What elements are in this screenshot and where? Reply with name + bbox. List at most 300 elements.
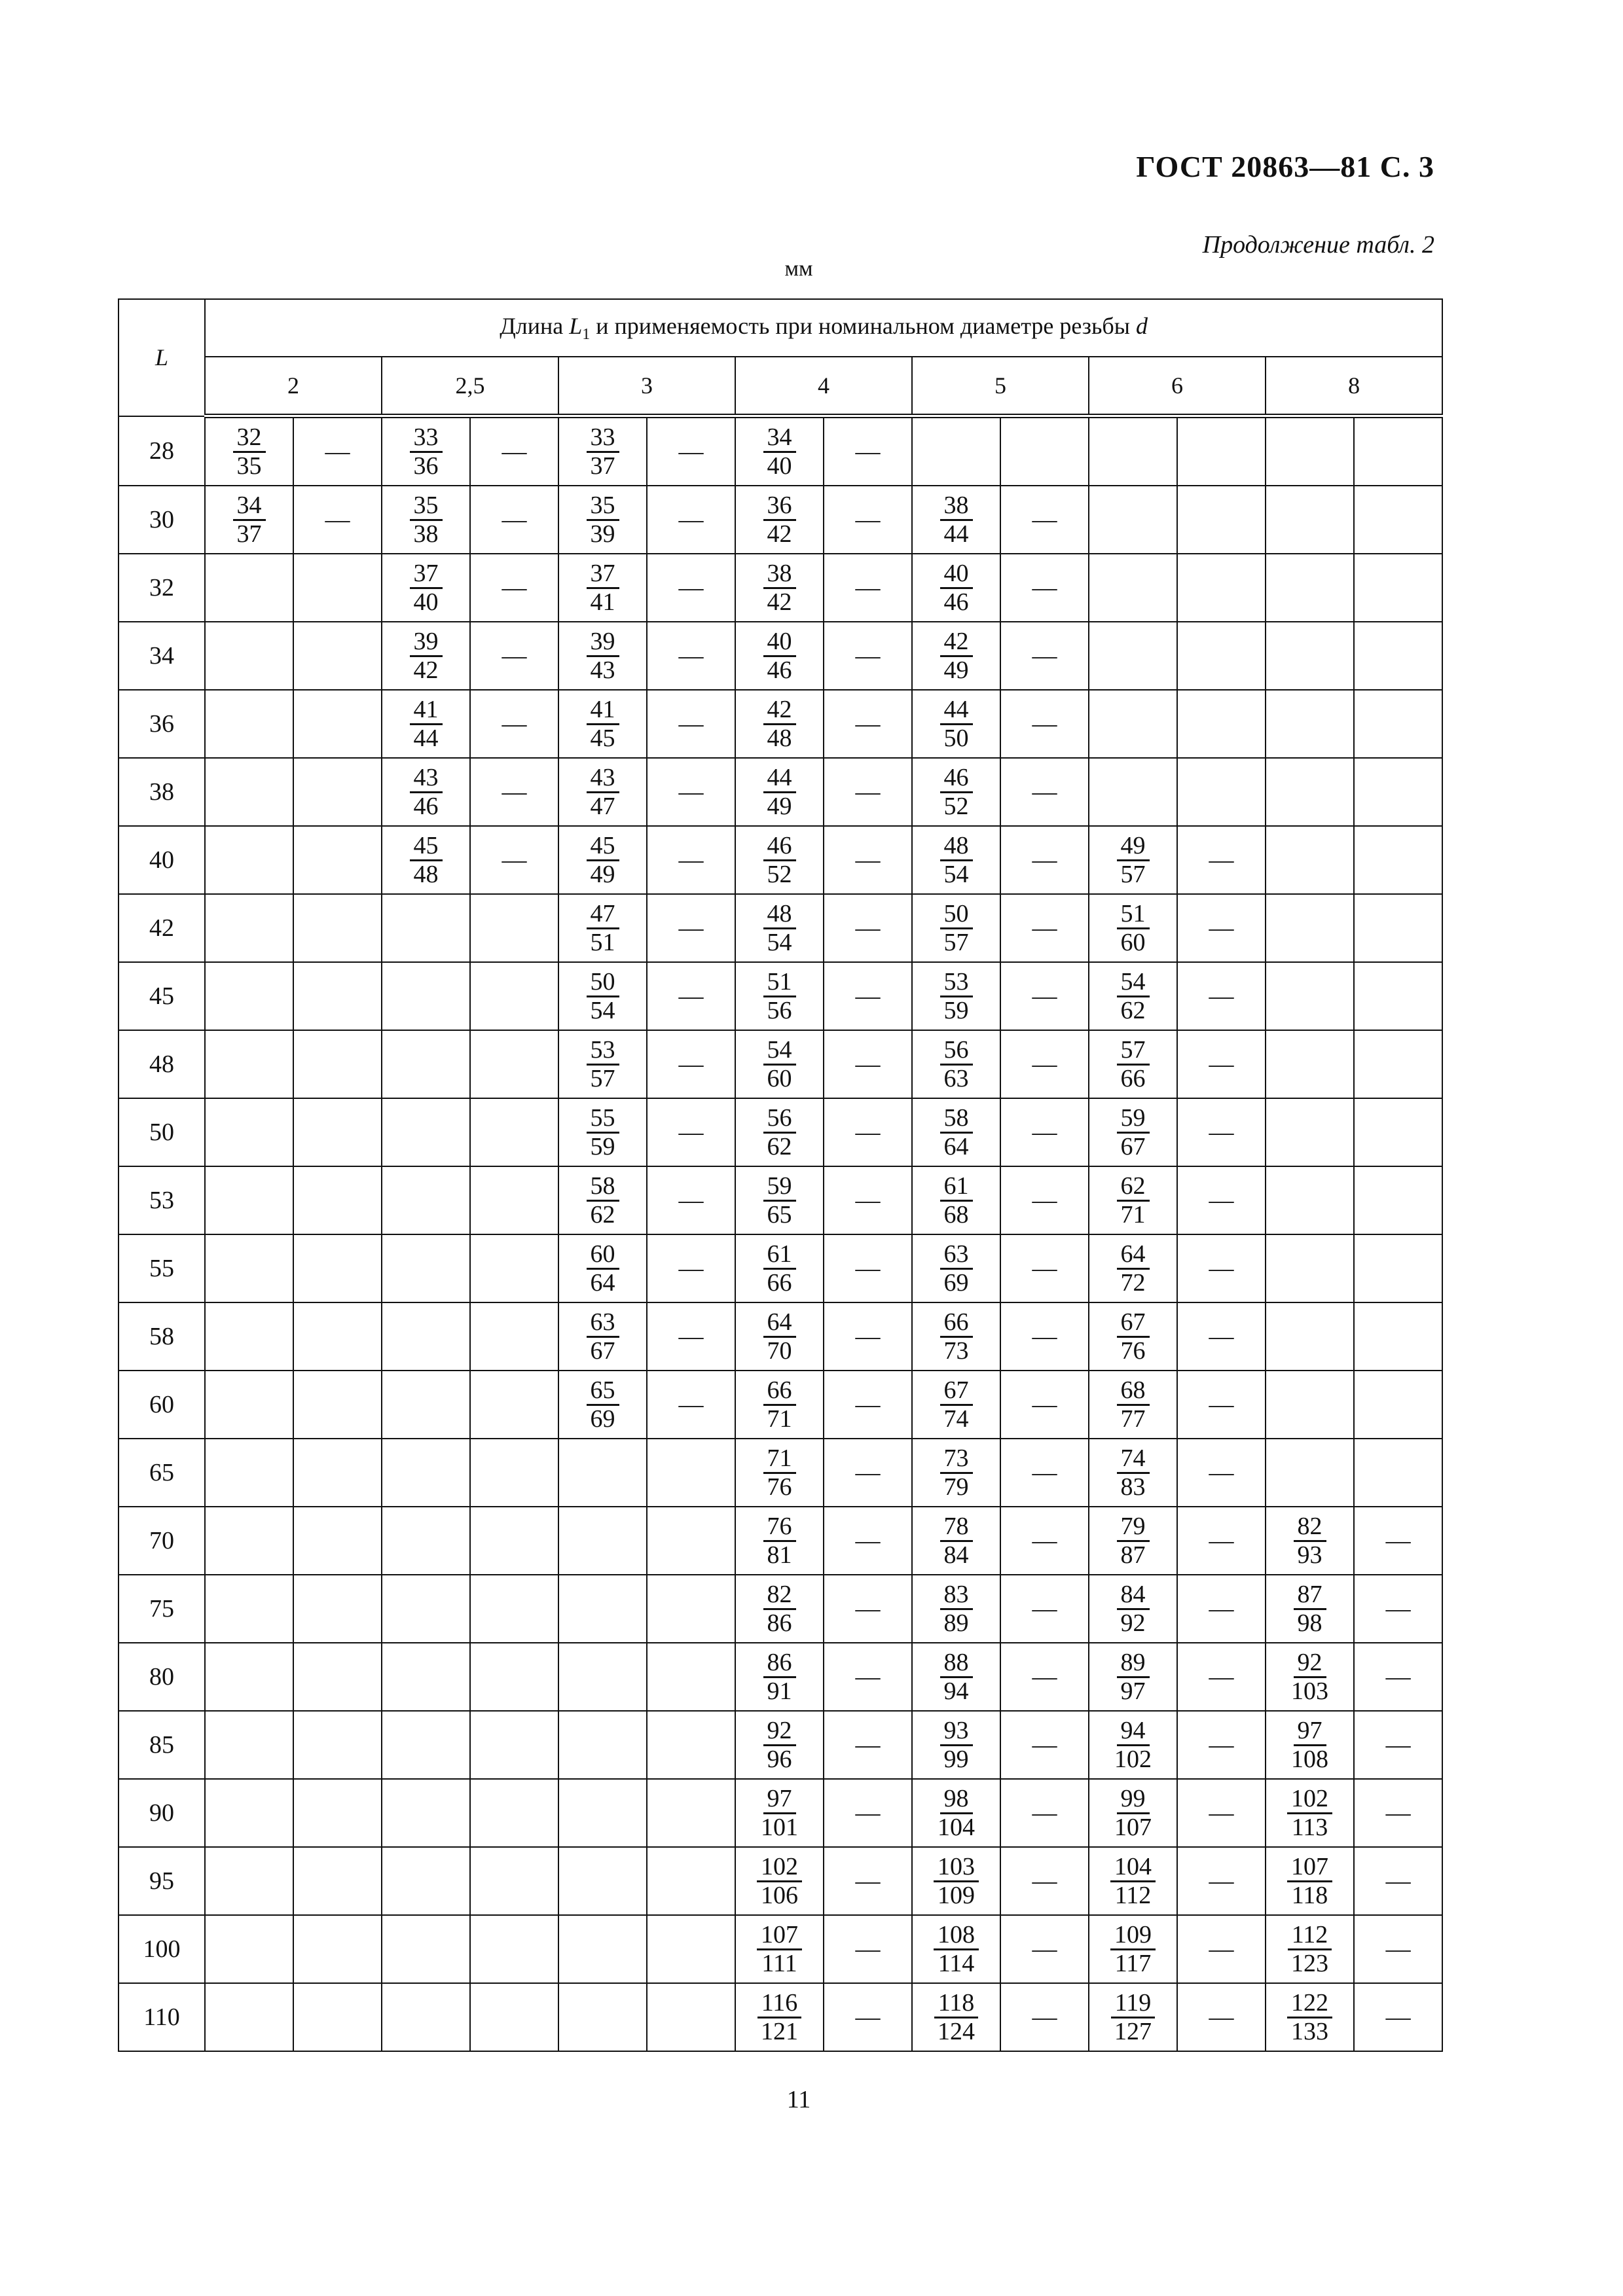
table-row bbox=[119, 1371, 1442, 1439]
fraction-numerator: 78 bbox=[940, 1513, 973, 1542]
fraction-numerator: 86 bbox=[763, 1649, 796, 1678]
applicability-cell bbox=[1354, 894, 1442, 962]
fraction-numerator: 60 bbox=[587, 1241, 619, 1270]
length-fraction bbox=[587, 901, 619, 956]
l1-cell bbox=[735, 1915, 824, 1983]
length-fraction bbox=[1117, 1377, 1150, 1433]
l1-cell bbox=[558, 1234, 647, 1302]
l1-cell bbox=[382, 416, 470, 486]
l-value: 95 bbox=[119, 1847, 205, 1915]
length-fraction bbox=[1287, 1990, 1332, 2045]
l1-cell bbox=[1089, 1575, 1177, 1643]
applicability-cell: — bbox=[1000, 1234, 1089, 1302]
fraction-denominator: 46 bbox=[413, 793, 439, 820]
applicability-cell bbox=[1000, 416, 1089, 486]
applicability-cell: — bbox=[824, 1575, 912, 1643]
fraction-numerator: 89 bbox=[1117, 1649, 1150, 1678]
l1-cell bbox=[1089, 1779, 1177, 1847]
length-fraction bbox=[763, 1037, 796, 1092]
fraction-denominator: 93 bbox=[1297, 1541, 1322, 1569]
applicability-cell bbox=[1354, 1234, 1442, 1302]
applicability-cell bbox=[293, 1166, 382, 1234]
l1-cell bbox=[205, 416, 293, 486]
l1-cell bbox=[558, 416, 647, 486]
fraction-denominator: 46 bbox=[943, 588, 969, 616]
table-row bbox=[119, 962, 1442, 1030]
l1-cell bbox=[382, 1371, 470, 1439]
applicability-cell: — bbox=[1000, 826, 1089, 894]
length-fraction bbox=[233, 492, 266, 548]
table-row bbox=[119, 690, 1442, 758]
fraction-numerator: 118 bbox=[934, 1990, 979, 2018]
applicability-cell bbox=[1354, 1166, 1442, 1234]
l1-cell bbox=[1266, 1847, 1354, 1915]
fraction-numerator: 67 bbox=[1117, 1309, 1150, 1338]
length-fraction bbox=[940, 1513, 973, 1569]
applicability-cell bbox=[1354, 1098, 1442, 1166]
l1-cell bbox=[558, 1643, 647, 1711]
l1-cell bbox=[382, 1166, 470, 1234]
fraction-numerator: 56 bbox=[940, 1037, 973, 1066]
length-fraction bbox=[587, 1309, 619, 1365]
applicability-cell: — bbox=[824, 1439, 912, 1507]
fraction-denominator: 64 bbox=[943, 1133, 969, 1160]
applicability-cell bbox=[293, 1439, 382, 1507]
table-row bbox=[119, 1575, 1442, 1643]
l1-cell bbox=[1266, 1371, 1354, 1439]
applicability-cell: — bbox=[647, 622, 735, 690]
applicability-cell: — bbox=[1177, 894, 1266, 962]
length-fraction bbox=[1117, 1445, 1150, 1501]
length-fraction bbox=[757, 1990, 802, 2045]
length-fraction bbox=[410, 628, 443, 684]
applicability-cell: — bbox=[470, 416, 558, 486]
table-row bbox=[119, 894, 1442, 962]
applicability-cell bbox=[470, 1983, 558, 2051]
applicability-cell: — bbox=[1000, 1711, 1089, 1779]
l1-cell bbox=[382, 1507, 470, 1575]
fraction-denominator: 45 bbox=[590, 725, 615, 752]
applicability-cell: — bbox=[647, 1098, 735, 1166]
applicability-cell bbox=[293, 758, 382, 826]
fraction-denominator: 101 bbox=[761, 1814, 798, 1841]
applicability-cell: — bbox=[1177, 1030, 1266, 1098]
fraction-denominator: 57 bbox=[1120, 861, 1146, 888]
length-fraction bbox=[1117, 1309, 1150, 1365]
applicability-cell: — bbox=[470, 690, 558, 758]
l1-cell bbox=[912, 1166, 1000, 1234]
diameter-header: 4 bbox=[735, 357, 912, 416]
l1-cell bbox=[205, 690, 293, 758]
applicability-cell: — bbox=[1177, 1983, 1266, 2051]
length-fraction bbox=[763, 424, 796, 480]
fraction-denominator: 99 bbox=[943, 1746, 969, 1773]
l1-cell bbox=[1089, 690, 1177, 758]
fraction-denominator: 62 bbox=[590, 1201, 615, 1229]
l-value: 48 bbox=[119, 1030, 205, 1098]
fraction-denominator: 71 bbox=[1120, 1201, 1146, 1229]
group-title-var: d bbox=[1135, 312, 1148, 339]
fraction-denominator: 79 bbox=[943, 1473, 969, 1501]
fraction-numerator: 58 bbox=[587, 1173, 619, 1202]
fraction-numerator: 76 bbox=[763, 1513, 796, 1542]
applicability-cell bbox=[470, 1098, 558, 1166]
length-fraction bbox=[934, 1990, 979, 2045]
applicability-cell: — bbox=[824, 1166, 912, 1234]
applicability-cell: — bbox=[824, 486, 912, 554]
length-fraction bbox=[763, 1377, 796, 1433]
applicability-cell bbox=[647, 1779, 735, 1847]
l1-cell bbox=[558, 826, 647, 894]
applicability-cell: — bbox=[1000, 1371, 1089, 1439]
fraction-numerator: 97 bbox=[1294, 1717, 1326, 1746]
fraction-denominator: 113 bbox=[1291, 1814, 1328, 1841]
length-fraction bbox=[1117, 1513, 1150, 1569]
applicability-cell: — bbox=[824, 758, 912, 826]
table-row bbox=[119, 758, 1442, 826]
length-fraction bbox=[940, 1717, 973, 1773]
applicability-cell bbox=[470, 1302, 558, 1371]
fraction-numerator: 39 bbox=[410, 628, 443, 657]
l1-cell bbox=[205, 1302, 293, 1371]
fraction-denominator: 39 bbox=[590, 520, 615, 548]
l1-cell bbox=[205, 1983, 293, 2051]
l1-cell bbox=[1089, 1983, 1177, 2051]
fraction-numerator: 109 bbox=[1110, 1922, 1156, 1950]
length-fraction bbox=[587, 560, 619, 616]
applicability-cell bbox=[293, 1234, 382, 1302]
l1-cell bbox=[1266, 1915, 1354, 1983]
l1-cell bbox=[1089, 554, 1177, 622]
applicability-cell bbox=[293, 1711, 382, 1779]
applicability-cell: — bbox=[824, 554, 912, 622]
l-value: 100 bbox=[119, 1915, 205, 1983]
length-fraction bbox=[763, 1717, 796, 1773]
l1-cell bbox=[912, 1643, 1000, 1711]
l1-cell bbox=[1089, 622, 1177, 690]
length-fraction bbox=[940, 764, 973, 820]
l1-cell bbox=[1266, 622, 1354, 690]
fraction-numerator: 88 bbox=[940, 1649, 973, 1678]
applicability-cell: — bbox=[1177, 1371, 1266, 1439]
l1-cell bbox=[912, 1779, 1000, 1847]
l1-cell bbox=[912, 1847, 1000, 1915]
l1-cell bbox=[1089, 1098, 1177, 1166]
l1-cell bbox=[735, 826, 824, 894]
fraction-numerator: 97 bbox=[763, 1785, 796, 1814]
length-fraction bbox=[587, 1173, 619, 1229]
fraction-denominator: 63 bbox=[943, 1065, 969, 1092]
fraction-denominator: 52 bbox=[767, 861, 792, 888]
fraction-denominator: 42 bbox=[767, 520, 792, 548]
fraction-denominator: 69 bbox=[590, 1405, 615, 1433]
l1-cell bbox=[205, 1166, 293, 1234]
l1-cell bbox=[382, 1643, 470, 1711]
applicability-cell: — bbox=[647, 416, 735, 486]
applicability-cell bbox=[470, 1507, 558, 1575]
applicability-cell bbox=[470, 962, 558, 1030]
l1-cell bbox=[912, 416, 1000, 486]
l1-cell bbox=[1089, 486, 1177, 554]
l1-cell bbox=[382, 690, 470, 758]
length-fraction bbox=[940, 560, 973, 616]
applicability-cell: — bbox=[647, 1234, 735, 1302]
fraction-numerator: 51 bbox=[763, 969, 796, 997]
l1-cell bbox=[912, 690, 1000, 758]
l1-cell bbox=[205, 1234, 293, 1302]
fraction-denominator: 49 bbox=[767, 793, 792, 820]
l-value: 34 bbox=[119, 622, 205, 690]
fraction-denominator: 42 bbox=[767, 588, 792, 616]
applicability-cell: — bbox=[647, 690, 735, 758]
length-fraction bbox=[587, 764, 619, 820]
length-fraction bbox=[1110, 1990, 1156, 2045]
fraction-numerator: 34 bbox=[763, 424, 796, 453]
l1-cell bbox=[735, 554, 824, 622]
fraction-denominator: 117 bbox=[1114, 1950, 1152, 1977]
length-fraction bbox=[757, 1922, 802, 1977]
fraction-denominator: 54 bbox=[767, 929, 792, 956]
fraction-numerator: 93 bbox=[940, 1717, 973, 1746]
l1-cell bbox=[558, 622, 647, 690]
applicability-cell: — bbox=[1354, 1847, 1442, 1915]
diameter-header: 5 bbox=[912, 357, 1089, 416]
fraction-denominator: 44 bbox=[943, 520, 969, 548]
applicability-cell: — bbox=[1177, 826, 1266, 894]
table-row bbox=[119, 1507, 1442, 1575]
length-fraction bbox=[1294, 1513, 1326, 1569]
fraction-numerator: 68 bbox=[1117, 1377, 1150, 1406]
l1-cell bbox=[205, 554, 293, 622]
l1-cell bbox=[735, 1439, 824, 1507]
fraction-numerator: 102 bbox=[1287, 1785, 1332, 1814]
applicability-cell: — bbox=[1000, 1302, 1089, 1371]
fraction-denominator: 60 bbox=[1120, 929, 1146, 956]
fraction-denominator: 109 bbox=[938, 1882, 975, 1909]
applicability-cell: — bbox=[1000, 690, 1089, 758]
l1-cell bbox=[558, 1847, 647, 1915]
fraction-denominator: 104 bbox=[938, 1814, 975, 1841]
l1-cell bbox=[1266, 486, 1354, 554]
fraction-denominator: 60 bbox=[767, 1065, 792, 1092]
l1-cell bbox=[205, 1098, 293, 1166]
applicability-cell bbox=[1354, 1302, 1442, 1371]
applicability-cell: — bbox=[824, 1234, 912, 1302]
fraction-numerator: 44 bbox=[763, 764, 796, 793]
fraction-denominator: 67 bbox=[590, 1337, 615, 1365]
fraction-numerator: 83 bbox=[940, 1581, 973, 1610]
applicability-cell bbox=[293, 1643, 382, 1711]
applicability-cell bbox=[647, 1643, 735, 1711]
applicability-cell bbox=[293, 1779, 382, 1847]
length-fraction bbox=[757, 1785, 802, 1841]
group-title-suffix: и применяемость при номинальном диаметре резьбы bbox=[590, 312, 1136, 339]
fraction-denominator: 102 bbox=[1114, 1746, 1152, 1773]
fraction-numerator: 34 bbox=[233, 492, 266, 521]
fraction-denominator: 52 bbox=[943, 793, 969, 820]
fraction-numerator: 116 bbox=[757, 1990, 802, 2018]
fraction-denominator: 77 bbox=[1120, 1405, 1146, 1433]
length-fraction bbox=[940, 492, 973, 548]
fraction-numerator: 51 bbox=[1117, 901, 1150, 929]
fraction-denominator: 86 bbox=[767, 1609, 792, 1637]
length-fraction bbox=[1110, 1854, 1156, 1909]
l-value: 50 bbox=[119, 1098, 205, 1166]
l1-cell bbox=[382, 1234, 470, 1302]
table-row bbox=[119, 1711, 1442, 1779]
applicability-cell bbox=[470, 1371, 558, 1439]
l1-cell bbox=[912, 1030, 1000, 1098]
fraction-denominator: 112 bbox=[1114, 1882, 1152, 1909]
length-fraction bbox=[940, 1377, 973, 1433]
applicability-cell: — bbox=[1354, 1643, 1442, 1711]
l1-cell bbox=[558, 758, 647, 826]
fraction-numerator: 104 bbox=[1110, 1854, 1156, 1882]
table-row bbox=[119, 486, 1442, 554]
length-fraction bbox=[1117, 1581, 1150, 1637]
l1-cell bbox=[205, 1030, 293, 1098]
applicability-cell bbox=[1354, 1371, 1442, 1439]
applicability-cell: — bbox=[1177, 1915, 1266, 1983]
fraction-numerator: 84 bbox=[1117, 1581, 1150, 1610]
fraction-numerator: 39 bbox=[587, 628, 619, 657]
l1-cell bbox=[1089, 1439, 1177, 1507]
fraction-numerator: 58 bbox=[940, 1105, 973, 1134]
fraction-denominator: 42 bbox=[413, 656, 439, 684]
fraction-denominator: 91 bbox=[767, 1677, 792, 1705]
fraction-denominator: 76 bbox=[767, 1473, 792, 1501]
length-fraction bbox=[587, 833, 619, 888]
table-row bbox=[119, 1030, 1442, 1098]
fraction-numerator: 94 bbox=[1117, 1717, 1150, 1746]
applicability-cell bbox=[470, 1643, 558, 1711]
fraction-denominator: 97 bbox=[1120, 1677, 1146, 1705]
length-fraction bbox=[940, 1105, 973, 1160]
fraction-numerator: 46 bbox=[763, 833, 796, 861]
fraction-numerator: 103 bbox=[934, 1854, 979, 1882]
l1-cell bbox=[1089, 1915, 1177, 1983]
l-value: 65 bbox=[119, 1439, 205, 1507]
fraction-numerator: 53 bbox=[587, 1037, 619, 1066]
fraction-denominator: 57 bbox=[943, 929, 969, 956]
fraction-numerator: 65 bbox=[587, 1377, 619, 1406]
table-row bbox=[119, 1439, 1442, 1507]
l1-cell bbox=[205, 1643, 293, 1711]
l1-cell bbox=[735, 486, 824, 554]
l1-cell bbox=[558, 486, 647, 554]
l1-cell bbox=[382, 826, 470, 894]
applicability-cell bbox=[1354, 758, 1442, 826]
applicability-cell bbox=[470, 1439, 558, 1507]
group-title-prefix: Длина bbox=[500, 312, 570, 339]
applicability-cell bbox=[293, 1507, 382, 1575]
table-row bbox=[119, 1302, 1442, 1371]
length-fraction bbox=[763, 969, 796, 1024]
fraction-numerator: 55 bbox=[587, 1105, 619, 1134]
fraction-denominator: 92 bbox=[1120, 1609, 1146, 1637]
applicability-cell: — bbox=[1177, 1302, 1266, 1371]
length-fraction bbox=[1117, 833, 1150, 888]
fraction-numerator: 108 bbox=[934, 1922, 979, 1950]
l1-cell bbox=[382, 962, 470, 1030]
l1-cell bbox=[912, 554, 1000, 622]
applicability-cell bbox=[470, 1847, 558, 1915]
l1-cell bbox=[558, 894, 647, 962]
fraction-numerator: 64 bbox=[763, 1309, 796, 1338]
length-fraction bbox=[1287, 1785, 1332, 1841]
fraction-numerator: 61 bbox=[940, 1173, 973, 1202]
length-fraction bbox=[763, 628, 796, 684]
fraction-numerator: 87 bbox=[1294, 1581, 1326, 1610]
fraction-numerator: 67 bbox=[940, 1377, 973, 1406]
applicability-cell: — bbox=[1177, 1507, 1266, 1575]
l1-cell bbox=[735, 894, 824, 962]
l1-cell bbox=[1266, 1711, 1354, 1779]
fraction-numerator: 43 bbox=[587, 764, 619, 793]
applicability-cell bbox=[470, 894, 558, 962]
l1-cell bbox=[382, 1439, 470, 1507]
applicability-cell bbox=[1354, 962, 1442, 1030]
fraction-numerator: 44 bbox=[940, 696, 973, 725]
l1-cell bbox=[1089, 1507, 1177, 1575]
length-fraction bbox=[934, 1854, 979, 1909]
applicability-cell: — bbox=[824, 622, 912, 690]
length-fraction bbox=[1117, 1649, 1150, 1705]
fraction-denominator: 62 bbox=[1120, 997, 1146, 1024]
l1-cell bbox=[382, 1915, 470, 1983]
l1-cell bbox=[735, 1098, 824, 1166]
fraction-denominator: 76 bbox=[1120, 1337, 1146, 1365]
l1-cell bbox=[1089, 1302, 1177, 1371]
l1-cell bbox=[912, 1302, 1000, 1371]
l1-cell bbox=[558, 1711, 647, 1779]
applicability-cell: — bbox=[470, 826, 558, 894]
length-fraction bbox=[763, 1513, 796, 1569]
diameter-header: 2,5 bbox=[382, 357, 558, 416]
fraction-denominator: 87 bbox=[1120, 1541, 1146, 1569]
l1-cell bbox=[382, 1098, 470, 1166]
applicability-cell: — bbox=[824, 416, 912, 486]
fraction-denominator: 124 bbox=[938, 2018, 975, 2045]
applicability-cell bbox=[1177, 690, 1266, 758]
l-value: 80 bbox=[119, 1643, 205, 1711]
table-row bbox=[119, 1915, 1442, 1983]
fraction-numerator: 66 bbox=[763, 1377, 796, 1406]
applicability-cell bbox=[293, 554, 382, 622]
applicability-cell bbox=[1354, 416, 1442, 486]
fraction-denominator: 127 bbox=[1114, 2018, 1152, 2045]
applicability-cell: — bbox=[293, 416, 382, 486]
fraction-numerator: 47 bbox=[587, 901, 619, 929]
fraction-numerator: 59 bbox=[763, 1173, 796, 1202]
length-fraction bbox=[410, 696, 443, 752]
applicability-cell: — bbox=[470, 758, 558, 826]
document-header: ГОСТ 20863—81 С. 3 bbox=[1136, 150, 1434, 183]
applicability-cell bbox=[293, 1575, 382, 1643]
l1-cell bbox=[1266, 1983, 1354, 2051]
l1-cell bbox=[735, 416, 824, 486]
l1-cell bbox=[1089, 758, 1177, 826]
applicability-cell bbox=[470, 1915, 558, 1983]
length-fraction bbox=[1110, 1922, 1156, 1977]
length-fraction bbox=[940, 1309, 973, 1365]
length-fraction bbox=[1117, 901, 1150, 956]
fraction-numerator: 102 bbox=[757, 1854, 802, 1882]
applicability-cell: — bbox=[470, 486, 558, 554]
applicability-cell: — bbox=[1000, 1030, 1089, 1098]
fraction-numerator: 50 bbox=[940, 901, 973, 929]
applicability-cell: — bbox=[1177, 1575, 1266, 1643]
